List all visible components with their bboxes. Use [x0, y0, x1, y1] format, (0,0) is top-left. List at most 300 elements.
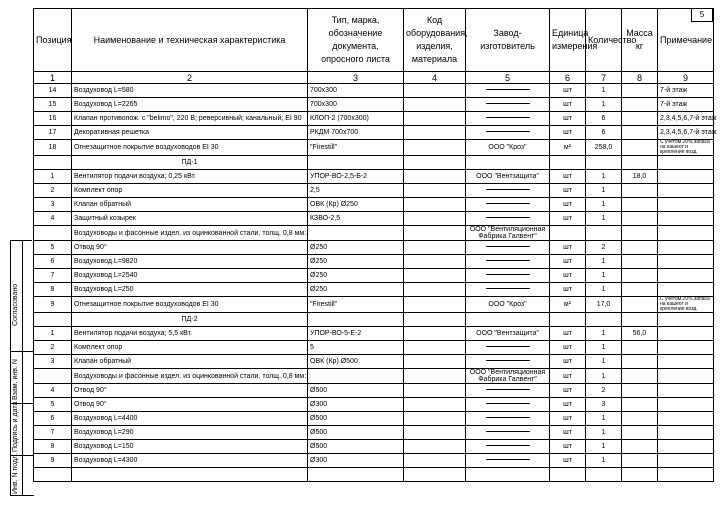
cell-note [658, 283, 714, 297]
cell-maker: ООО "Вентиляционная Фабрика Галвент" [466, 226, 550, 241]
section-row [34, 156, 714, 170]
cell-position: 18 [34, 140, 72, 156]
cell-empty [586, 313, 622, 327]
cell-unit: шт [550, 212, 586, 226]
cell-maker [466, 283, 550, 297]
cell-qty: 1 [586, 283, 622, 297]
cell-mass [622, 283, 658, 297]
cell-type: УПОР-ВО-5-Е-2 [308, 327, 404, 341]
cell-maker [466, 126, 550, 140]
cell-code [404, 140, 466, 156]
cell-position: 1 [34, 327, 72, 341]
cell-type [308, 369, 404, 384]
cell-mass [622, 369, 658, 384]
cell-qty: 258,0 [586, 140, 622, 156]
cell-position [34, 156, 72, 170]
cell-position: 7 [34, 426, 72, 440]
cell-name: Комплект опор [72, 341, 308, 355]
cell-note [658, 212, 714, 226]
cell-name: Воздуховод L=9820 [72, 255, 308, 269]
dash-mark [486, 403, 530, 404]
cell-name: Отвод 90° [72, 384, 308, 398]
cell-mass [622, 212, 658, 226]
cell-note: 2,3,4,5,6,7-й этаж [658, 112, 714, 126]
column-number: 1 [34, 72, 72, 84]
cell-note [658, 440, 714, 454]
cell-qty: 3 [586, 398, 622, 412]
cell-maker [466, 426, 550, 440]
cell-maker: ООО "Вентиляционная Фабрика Галвент" [466, 369, 550, 384]
cell-qty: 1 [586, 212, 622, 226]
dash-mark [486, 217, 530, 218]
column-number: 7 [586, 72, 622, 84]
cell-type: ОВК (Кр) Ø250 [308, 198, 404, 212]
cell-type: Ø500 [308, 440, 404, 454]
cell-code [404, 341, 466, 355]
column-number: 2 [72, 72, 308, 84]
cell-code [404, 241, 466, 255]
cell-unit [550, 226, 586, 241]
page-number: 5 [691, 8, 713, 22]
cell-note [658, 369, 714, 384]
table-row [34, 327, 714, 341]
cell-position: 2 [34, 184, 72, 198]
cell-empty [586, 156, 622, 170]
cell-mass [622, 426, 658, 440]
cell-unit: шт [550, 440, 586, 454]
cell-position: 7 [34, 269, 72, 283]
cell-unit: шт [550, 241, 586, 255]
cell-name [72, 468, 308, 482]
cell-note [658, 454, 714, 468]
cell-qty: 1 [586, 412, 622, 426]
dash-mark [486, 389, 530, 390]
cell-name: Воздуховоды и фасонные издел. из оцинкованной стали, толщ. 0,8 мм: [72, 369, 308, 384]
cell-code [404, 198, 466, 212]
cell-mass [622, 269, 658, 283]
cell-code [404, 412, 466, 426]
cell-note [658, 170, 714, 184]
table-row [34, 140, 714, 156]
cell-maker [466, 468, 550, 482]
table-row [34, 355, 714, 369]
cell-unit: шт [550, 341, 586, 355]
table-row [34, 226, 714, 241]
cell-mass [622, 241, 658, 255]
dash-mark [486, 360, 530, 361]
cell-code [404, 297, 466, 313]
column-number: 5 [466, 72, 550, 84]
cell-empty [622, 156, 658, 170]
cell-maker: ООО "Вентзащита" [466, 327, 550, 341]
side-label-replaced-inv: Взам. инв. N [12, 359, 19, 400]
cell-code [404, 269, 466, 283]
cell-code [404, 327, 466, 341]
header-row [34, 9, 714, 72]
cell-mass [622, 440, 658, 454]
cell-note [658, 355, 714, 369]
column-number: 6 [550, 72, 586, 84]
cell-name: Вентилятор подачи воздуха; 5,5 кВт. [72, 327, 308, 341]
cell-type: 700x300 [308, 98, 404, 112]
dash-mark [486, 117, 530, 118]
cell-position: 17 [34, 126, 72, 140]
cell-qty [586, 468, 622, 482]
cell-qty [586, 226, 622, 241]
header-note: Примечание [658, 9, 714, 72]
cell-mass [622, 126, 658, 140]
cell-empty [466, 313, 550, 327]
cell-maker [466, 112, 550, 126]
table-row [34, 112, 714, 126]
cell-type: Ø250 [308, 283, 404, 297]
cell-type: Ø300 [308, 398, 404, 412]
cell-empty [622, 313, 658, 327]
cell-name: Вентилятор подачи воздуха; 0,25 кВт. [72, 170, 308, 184]
cell-note: 7-й этаж [658, 98, 714, 112]
section-title: ПД-1 [72, 156, 308, 170]
table-row [34, 255, 714, 269]
cell-name: Отвод 90° [72, 241, 308, 255]
cell-maker [466, 384, 550, 398]
cell-maker [466, 269, 550, 283]
table-row [34, 468, 714, 482]
cell-name: Воздуховод L=290 [72, 426, 308, 440]
cell-unit: м² [550, 140, 586, 156]
dash-mark [486, 288, 530, 289]
cell-unit: шт [550, 355, 586, 369]
column-number: 9 [658, 72, 714, 84]
cell-unit: шт [550, 170, 586, 184]
cell-mass: 18,0 [622, 170, 658, 184]
cell-note: С учетом 20% запаса на кашеот и крепление возд. [658, 297, 714, 313]
cell-qty: 1 [586, 184, 622, 198]
header-position: Позиция [34, 9, 72, 72]
table-row [34, 412, 714, 426]
side-label-agreed: Согласовано [12, 283, 19, 326]
cell-maker [466, 184, 550, 198]
cell-type: Ø250 [308, 241, 404, 255]
cell-name: Воздуховоды и фасонные издел. из оцинкованной стали, толщ. 0,8 мм: [72, 226, 308, 241]
cell-qty: 1 [586, 454, 622, 468]
cell-mass [622, 112, 658, 126]
dash-mark [486, 203, 530, 204]
cell-mass [622, 341, 658, 355]
header-code: Код оборудования, изделия, материала [404, 9, 466, 72]
cell-mass [622, 384, 658, 398]
cell-type: КЛОП-2 (700x300) [308, 112, 404, 126]
cell-type: 2,5 [308, 184, 404, 198]
cell-type: Ø500 [308, 412, 404, 426]
cell-note [658, 468, 714, 482]
cell-code [404, 283, 466, 297]
cell-name: Огнезащитное покрытие воздуховодов EI 30 [72, 297, 308, 313]
cell-maker [466, 398, 550, 412]
cell-type: Ø500 [308, 426, 404, 440]
cell-unit: шт [550, 184, 586, 198]
cell-position: 15 [34, 98, 72, 112]
dash-mark [486, 246, 530, 247]
cell-name: Воздуховод L=150 [72, 440, 308, 454]
cell-name: Клапан обратный [72, 355, 308, 369]
cell-type [308, 226, 404, 241]
dash-mark [486, 431, 530, 432]
cell-empty [658, 313, 714, 327]
cell-maker [466, 241, 550, 255]
header-type: Тип, марка, обозначение документа, опросного листа [308, 9, 404, 72]
cell-name: Воздуховод L=4400 [72, 412, 308, 426]
cell-note [658, 255, 714, 269]
cell-empty [404, 313, 466, 327]
cell-qty: 1 [586, 170, 622, 184]
cell-empty [308, 313, 404, 327]
table-row [34, 170, 714, 184]
cell-type: 5 [308, 341, 404, 355]
cell-code [404, 184, 466, 198]
cell-code [404, 355, 466, 369]
section-row [34, 313, 714, 327]
cell-name: Воздуховод L=580 [72, 84, 308, 98]
table-row [34, 241, 714, 255]
cell-mass [622, 184, 658, 198]
cell-mass [622, 412, 658, 426]
cell-qty: 1 [586, 98, 622, 112]
cell-qty: 1 [586, 369, 622, 384]
cell-position: 4 [34, 212, 72, 226]
cell-mass [622, 454, 658, 468]
cell-position: 3 [34, 198, 72, 212]
cell-unit: шт [550, 112, 586, 126]
cell-maker [466, 341, 550, 355]
cell-qty: 17,0 [586, 297, 622, 313]
table-body [34, 84, 717, 482]
table-row [34, 440, 714, 454]
dash-mark [486, 459, 530, 460]
cell-code [404, 170, 466, 184]
cell-position [34, 369, 72, 384]
cell-empty [550, 313, 586, 327]
cell-position: 8 [34, 283, 72, 297]
cell-position: 8 [34, 440, 72, 454]
cell-position: 16 [34, 112, 72, 126]
cell-maker: ООО "Кроз" [466, 140, 550, 156]
cell-qty: 1 [586, 426, 622, 440]
cell-note [658, 341, 714, 355]
cell-position [34, 313, 72, 327]
cell-name: Воздуховод L=250 [72, 283, 308, 297]
table-row [34, 126, 714, 140]
cell-name: Воздуховод L=2265 [72, 98, 308, 112]
cell-note [658, 198, 714, 212]
cell-name: Декоративная решетка [72, 126, 308, 140]
side-label-inv-orig: Инв. N подл. [12, 452, 19, 494]
cell-name: Отвод 90° [72, 398, 308, 412]
cell-position: 6 [34, 255, 72, 269]
cell-note [658, 426, 714, 440]
cell-type: Ø300 [308, 454, 404, 468]
cell-unit: шт [550, 98, 586, 112]
table-row [34, 198, 714, 212]
cell-qty: 1 [586, 327, 622, 341]
table-row [34, 84, 714, 98]
cell-mass [622, 198, 658, 212]
cell-note [658, 412, 714, 426]
cell-note: 7-й этаж [658, 84, 714, 98]
cell-note [658, 384, 714, 398]
cell-empty [658, 156, 714, 170]
cell-note [658, 184, 714, 198]
cell-maker [466, 255, 550, 269]
cell-code [404, 112, 466, 126]
cell-position: 5 [34, 398, 72, 412]
cell-mass [622, 398, 658, 412]
cell-empty [466, 156, 550, 170]
cell-maker [466, 412, 550, 426]
cell-code [404, 468, 466, 482]
cell-type: Ø500 [308, 384, 404, 398]
cell-maker: ООО "Вентзащита" [466, 170, 550, 184]
cell-mass [622, 355, 658, 369]
specification-table [33, 8, 717, 482]
cell-qty: 1 [586, 198, 622, 212]
cell-maker [466, 454, 550, 468]
cell-name: Защитный козырек [72, 212, 308, 226]
dash-mark [486, 260, 530, 261]
table-row [34, 426, 714, 440]
table-row [34, 297, 714, 313]
column-number: 4 [404, 72, 466, 84]
cell-maker [466, 198, 550, 212]
cell-mass [622, 255, 658, 269]
cell-empty [308, 156, 404, 170]
cell-name: Комплект опор [72, 184, 308, 198]
cell-type: "Firestill" [308, 140, 404, 156]
cell-position: 4 [34, 384, 72, 398]
table-row [34, 341, 714, 355]
cell-position: 6 [34, 412, 72, 426]
table-row [34, 212, 714, 226]
cell-qty: 1 [586, 269, 622, 283]
cell-code [404, 454, 466, 468]
cell-maker [466, 98, 550, 112]
cell-position: 2 [34, 341, 72, 355]
cell-mass [622, 140, 658, 156]
table-row [34, 369, 714, 384]
side-label-sign-date: Подпись и дата [12, 401, 19, 452]
cell-maker: ООО "Кроз" [466, 297, 550, 313]
cell-type: УПОР-ВО-2,5-Б-2 [308, 170, 404, 184]
cell-maker [466, 84, 550, 98]
cell-unit: шт [550, 255, 586, 269]
cell-position: 14 [34, 84, 72, 98]
table-row [34, 98, 714, 112]
cell-qty: 6 [586, 112, 622, 126]
cell-mass [622, 98, 658, 112]
cell-name: Огнезащитное покрытие воздуховодов EI 30 [72, 140, 308, 156]
cell-type: 700x300 [308, 84, 404, 98]
dash-mark [486, 346, 530, 347]
cell-unit: шт [550, 369, 586, 384]
cell-note [658, 241, 714, 255]
cell-code [404, 398, 466, 412]
dash-mark [486, 103, 530, 104]
header-unit: Единица измерения [550, 9, 586, 72]
cell-unit: шт [550, 327, 586, 341]
cell-qty: 1 [586, 255, 622, 269]
cell-note: 2,3,4,5,6,7-й этаж [658, 126, 714, 140]
cell-code [404, 126, 466, 140]
cell-note [658, 398, 714, 412]
cell-code [404, 226, 466, 241]
cell-type [308, 468, 404, 482]
cell-position: 9 [34, 454, 72, 468]
cell-qty: 2 [586, 241, 622, 255]
cell-qty: 6 [586, 126, 622, 140]
cell-unit: шт [550, 283, 586, 297]
cell-maker [466, 440, 550, 454]
cell-unit: шт [550, 84, 586, 98]
cell-code [404, 84, 466, 98]
dash-mark [486, 131, 530, 132]
cell-type: Ø250 [308, 255, 404, 269]
cell-mass [622, 468, 658, 482]
cell-mass [622, 226, 658, 241]
cell-note: С учетом 20% запаса на кашеот и крепление возд. [658, 140, 714, 156]
cell-code [404, 98, 466, 112]
cell-type: КЗВО-2,5 [308, 212, 404, 226]
table-row [34, 269, 714, 283]
section-title: ПД-2 [72, 313, 308, 327]
cell-type: "Firestill" [308, 297, 404, 313]
column-number: 3 [308, 72, 404, 84]
cell-type: ОВК (Кр) Ø500 [308, 355, 404, 369]
cell-maker [466, 355, 550, 369]
header-maker: Завод-изготовитель [466, 9, 550, 72]
column-number-row [34, 72, 714, 84]
cell-unit: шт [550, 198, 586, 212]
dash-mark [486, 445, 530, 446]
cell-code [404, 369, 466, 384]
cell-unit: шт [550, 269, 586, 283]
cell-empty [404, 156, 466, 170]
cell-position: 9 [34, 297, 72, 313]
cell-mass [622, 297, 658, 313]
cell-name: Клапан обратный [72, 198, 308, 212]
header-mass: Масса кг [622, 9, 658, 72]
cell-type: Ø250 [308, 269, 404, 283]
cell-unit: шт [550, 126, 586, 140]
cell-unit: шт [550, 454, 586, 468]
cell-position [34, 226, 72, 241]
cell-code [404, 255, 466, 269]
cell-code [404, 212, 466, 226]
dash-mark [486, 417, 530, 418]
cell-position: 1 [34, 170, 72, 184]
cell-unit: шт [550, 384, 586, 398]
cell-type: РКДМ 700x700 [308, 126, 404, 140]
cell-qty: 2 [586, 384, 622, 398]
table-row [34, 398, 714, 412]
cell-code [404, 426, 466, 440]
cell-name: Воздуховод L=4300 [72, 454, 308, 468]
cell-position: 3 [34, 355, 72, 369]
cell-mass: 56,0 [622, 327, 658, 341]
cell-note [658, 327, 714, 341]
cell-name: Клапан противопож. с "belimo", 220 В; реверсивный; канальный; EI 90 [72, 112, 308, 126]
cell-code [404, 384, 466, 398]
table-row [34, 454, 714, 468]
cell-qty: 1 [586, 355, 622, 369]
